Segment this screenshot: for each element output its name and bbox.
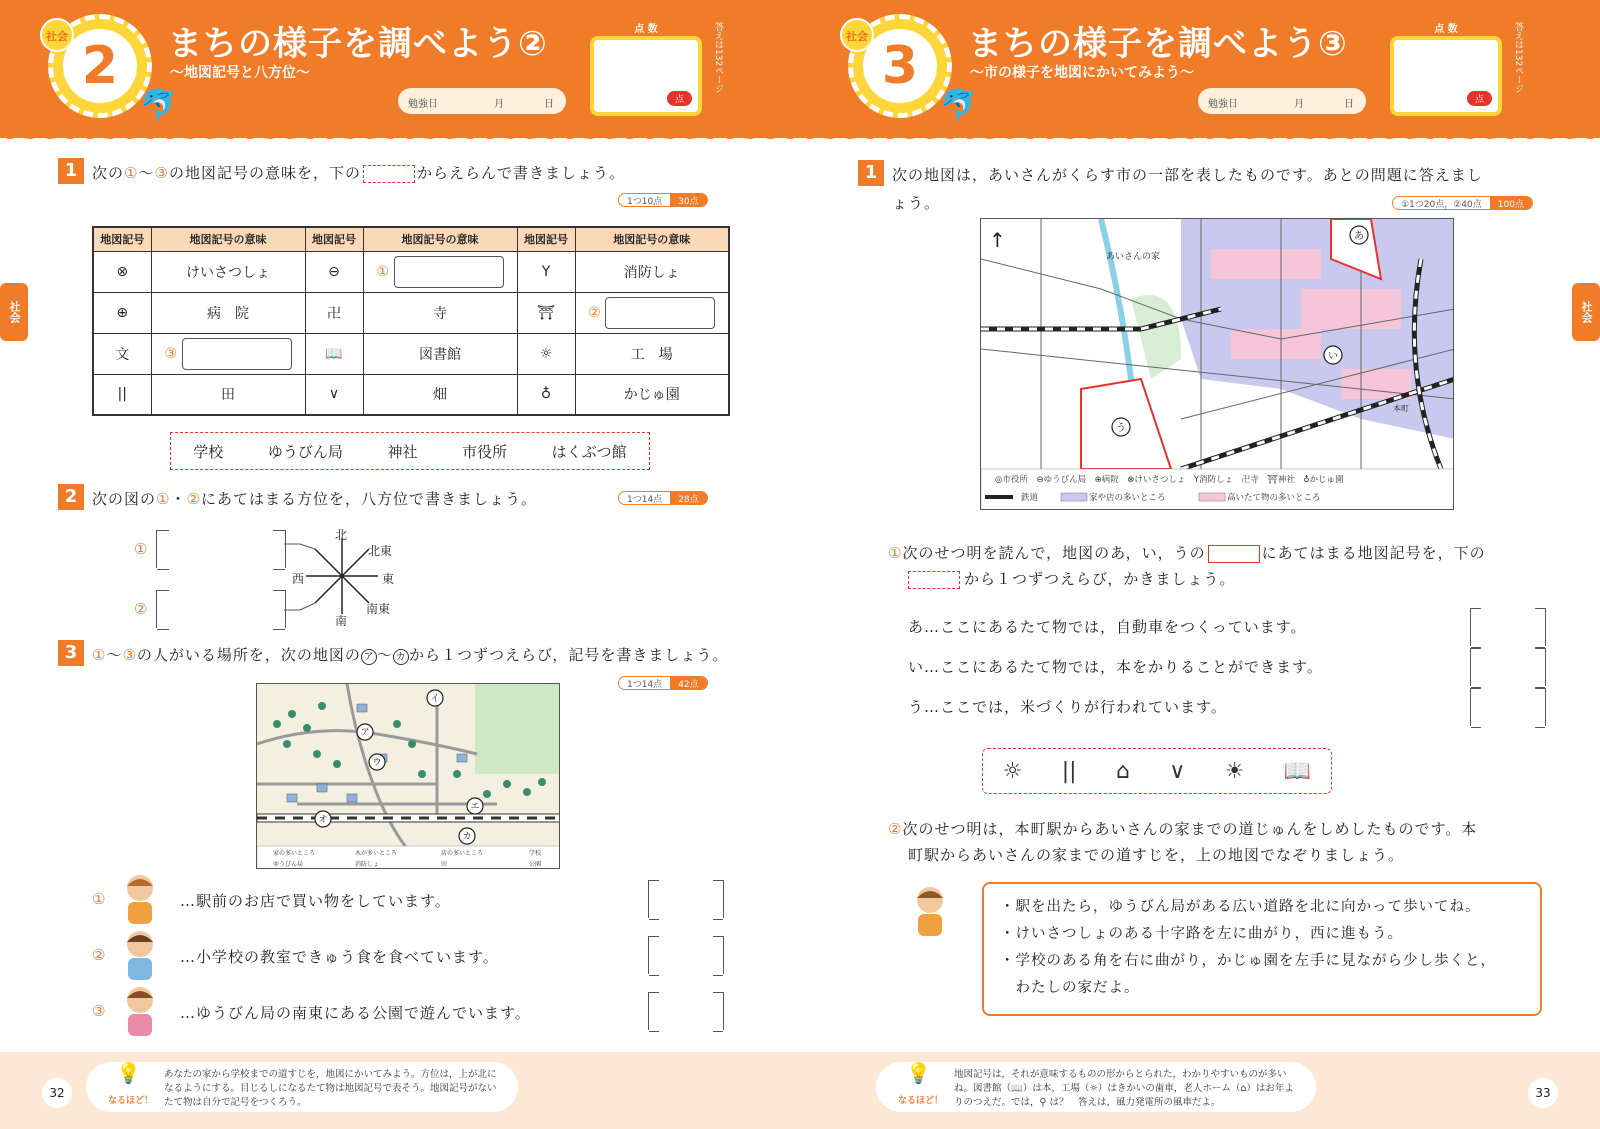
orchard-symbol-icon: ♁ (517, 374, 575, 415)
compass-south: 南 (335, 614, 348, 628)
map-symbol-table: 地図記号 地図記号の意味 地図記号 地図記号の意味 地図記号 地図記号の意味 ⊗ けいさつしょ ⊖ ① Y 消防しょ ⊕ 病 院 卍 寺 ⛩ ② 文 ③ 📖 図書館 ☼ 工 場 || 田 ∨ 畑 ♁ かじゅ園 (92, 226, 730, 416)
answer-box-person-2[interactable] (648, 936, 724, 974)
answer-box-direction-1[interactable] (156, 530, 286, 568)
field-symbol-icon: ∨ (305, 374, 363, 415)
child-avatar-icon (120, 872, 160, 924)
speech-bubble: ・駅を出たら，ゆうびん局がある広い道路を北に向かって歩いてね。 ・けいさつしょのある十字路を左に曲がり，西に進もう。 ・学校のある角を右に曲がり，かじゅ園を左手に見ながら少し歩くと， わたしの家だよ。 (982, 882, 1542, 1016)
study-date-field[interactable] (398, 88, 566, 114)
points-badge: ①1つ20点，②40点 100点 (1392, 196, 1533, 210)
word-choice-box: 学校 ゆうびん局 神社 市役所 はくぶつ館 (170, 432, 650, 470)
tip-text: 地図記号は，それが意味するものの形からとられた，わかりやすいものが多いね。図書館（📖）は本，工場（☼）はきかいの歯車，老人ホーム（⌂）はお年よりのつえだ。では，⚲ は？ 答えは，風力発電所の風車だよ。 (954, 1069, 1294, 1108)
map-legend-row-1: ◎市役所 ⊖ゆうびん局 ⊕病院 ⊗けいさつしょ Y消防しょ 卍寺 ⛩神社 ♁かじゅ園 (995, 475, 1344, 485)
description-a: あ…ここにあるたて物では，自動車をつくっています。 (908, 618, 1307, 636)
day-label: 日 (544, 99, 554, 110)
svg-text:学校: 学校 (529, 850, 542, 857)
subject-side-tab: 社会 (0, 283, 28, 341)
compass-northeast: 北東 (368, 544, 393, 558)
page-subtitle: ～地図記号と八方位～ (170, 65, 310, 81)
shrine-symbol-icon: ⛩ (517, 292, 575, 333)
fire-station-symbol-icon: Y (517, 251, 575, 292)
map-station-label: 本町 (1393, 404, 1409, 413)
map-legend-row-2-b: 家や店の多いところ (1089, 493, 1166, 503)
city-hall-symbol-icon: ⊖ (305, 251, 363, 292)
map-marker-ka: カ (462, 832, 472, 842)
answer-page-note: 答えは132ページ (1513, 22, 1523, 94)
power-plant-symbol-icon: ☼ (1002, 758, 1023, 784)
town-map (256, 683, 560, 869)
score-label: 点 数 (1434, 24, 1458, 35)
rice-field-symbol-icon: || (1061, 758, 1077, 784)
answer-box-person-1[interactable] (648, 880, 724, 918)
right-page (800, 0, 1600, 1129)
footer (800, 1052, 1600, 1129)
date-label: 勉強日 (408, 99, 438, 110)
month-label: 月 (494, 99, 504, 110)
lightbulb-icon: 💡 (906, 1061, 931, 1085)
library-symbol-icon: 📖 (305, 333, 363, 374)
map-marker-u: ウ (372, 758, 382, 768)
factory-symbol-icon: ☼ (517, 333, 575, 374)
points-badge: 1つ10点 30点 (618, 193, 708, 207)
header-wave (800, 130, 1600, 144)
map-home-label: あいさんの家 (1105, 252, 1161, 262)
child-avatar-icon (120, 984, 160, 1036)
points-badge: 1つ14点 42点 (618, 676, 708, 690)
child-avatar-icon (120, 928, 160, 980)
compass-southeast: 南東 (366, 602, 391, 616)
temple-symbol-icon: 卍 (305, 292, 363, 333)
answer-box-person-3[interactable] (648, 992, 724, 1030)
answer-box-u[interactable] (1470, 688, 1546, 726)
score-unit: 点 (667, 91, 692, 106)
answer-box-a[interactable] (1470, 608, 1546, 646)
page-title: まちの様子を調べよう② (168, 24, 548, 64)
question-number: 1 (58, 158, 84, 184)
score-box[interactable] (1390, 36, 1502, 116)
answer-blank-2[interactable] (605, 297, 715, 329)
table-row: ⊕ 病 院 卍 寺 ⛩ ② (93, 292, 729, 333)
tip-box (86, 1062, 518, 1112)
page-title: まちの様子を調べよう③ (968, 24, 1348, 64)
svg-text:家の多いところ: 家の多いところ (273, 850, 316, 857)
map-marker-i: い (1328, 351, 1338, 362)
map-legend-row-2-c: 高いたて物の多いところ (1227, 493, 1321, 503)
description-u: う…ここでは，米づくりが行われています。 (908, 698, 1227, 716)
month-label: 月 (1294, 99, 1304, 110)
compass-label-1: ① (134, 540, 148, 558)
subject-badge: 社会 (840, 18, 874, 52)
map-marker-e: エ (470, 802, 480, 812)
symbol-choice-box (982, 748, 1332, 794)
compass-north: 北 (335, 528, 348, 542)
subject-side-tab: 社会 (1572, 283, 1600, 341)
police-symbol-icon: ⊗ (93, 251, 151, 292)
left-page: 2 社会 🐬 まちの様子を調べよう② ～地図記号と八方位～ 勉強日 月 日 点 数 点 答えは132ページ 社会 1 次の①～③の地図記号の意味を，下の からえらんで書きましょう。 1つ10点 30点 地図記号 地図記号の意味 地図記号 地図記号の意味 地図記号 地図記号の意味 ⊗ けいさつしょ ⊖ ① Y 消防しょ ⊕ 病 院 卍 寺 ⛩ ② 文 ③ 📖 図書館 ☼ 工 場 || 田 ∨ 畑 ♁ かじゅ園 学校 ゆうびん局 神社 市役所 はくぶつ館 2 次の図の①・②にあてはまる方位を，八方位で書きましょう。 1つ14点 28点 ① ② 北 北東 西 東 南 南東 3 ①～③の人がいる場所を，次の地図の ア ～ カ から１つずつえらび，記号を書きましょう。 1つ14点 42点 イ ア ウ エ オ カ 家の多いところ 木が多いところ 店の多いところ 学校 ゆうびん局 消防しょ 田 公園 ① …駅前のお店で買い物をしています。 ② …小学校の教室できゅう食を食べています。 ③ …ゆうびん局の南東にある公園で遊んでいます。 32 💡 なるほど！ あなたの家から学校までの道すじを，地図にかいてみよう。方位は，上が北になるようにする。目じるしになるたて物は地図記号で表そう。地図記号がないたて物は自分で記号をつくろう。 (0, 0, 800, 1129)
svg-text:店の多いところ: 店の多いところ (441, 850, 484, 857)
city-map (980, 218, 1454, 510)
map-marker-a: ア (360, 728, 370, 738)
factory-symbol-icon: ☀ (1224, 758, 1245, 784)
day-label: 日 (1344, 99, 1354, 110)
score-box[interactable] (590, 36, 702, 116)
svg-text:↑: ↑ (989, 228, 1006, 252)
question-text: 次の地図は，あいさんがくらす市の一部を表したものです。あとの問題に答えまし (892, 166, 1483, 184)
library-symbol-icon: 📖 (1283, 758, 1312, 784)
question-text: 次の①～③の地図記号の意味を，下の からえらんで書きましょう。 (92, 164, 625, 182)
school-symbol-icon: 文 (93, 333, 151, 374)
compass-east: 東 (382, 572, 395, 586)
answer-blank-1[interactable] (394, 256, 504, 288)
answer-box-i[interactable] (1470, 648, 1546, 686)
dolphin-icon: 🐬 (140, 88, 178, 123)
compass-west: 西 (292, 572, 305, 586)
sub-question-1-cont: から１つずつえらび，かきましょう。 (908, 568, 1235, 589)
score-unit: 点 (1467, 91, 1492, 106)
svg-text:公園: 公園 (529, 861, 542, 868)
map-marker-a: あ (1354, 231, 1364, 242)
question-number: 3 (58, 640, 84, 666)
answer-box-direction-2[interactable] (156, 590, 286, 628)
map-marker-i: イ (430, 694, 440, 704)
svg-text:ゆうびん局: ゆうびん局 (273, 861, 304, 868)
page-number: 33 (1528, 1078, 1558, 1108)
page-number: 32 (42, 1078, 72, 1108)
compass-label-2: ② (134, 600, 148, 618)
question-number: 1 (858, 160, 884, 186)
map-marker-u: う (1116, 423, 1126, 434)
table-row: 文 ③ 📖 図書館 ☼ 工 場 (93, 333, 729, 374)
table-row: || 田 ∨ 畑 ♁ かじゅ園 (93, 374, 729, 415)
points-badge: 1つ14点 28点 (618, 491, 708, 505)
svg-text:田: 田 (441, 861, 448, 868)
header-wave (0, 130, 800, 144)
page-subtitle: ～市の様子を地図にかいてみよう～ (970, 65, 1194, 81)
lightbulb-icon: 💡 (116, 1061, 141, 1085)
dolphin-icon: 🐬 (940, 88, 978, 123)
question-text: ①～③の人がいる場所を，次の地図の ア ～ カ から１つずつえらび，記号を書きましょう。 (92, 646, 729, 664)
date-label: 勉強日 (1208, 99, 1238, 110)
hospital-symbol-icon: ⊕ (93, 292, 151, 333)
study-date-field[interactable] (1198, 88, 1366, 114)
lesson-number: 3 (863, 29, 937, 103)
question-number: 2 (58, 484, 84, 510)
tip-label: なるほど！ (898, 1096, 944, 1106)
question-text: 次の図の①・②にあてはまる方位を，八方位で書きましょう。 (92, 490, 537, 508)
answer-page-note: 答えは132ページ (713, 22, 723, 94)
rice-field-symbol-icon: || (93, 374, 151, 415)
answer-blank-3[interactable] (182, 338, 292, 370)
child-avatar-icon (910, 884, 950, 936)
table-row: ⊗ けいさつしょ ⊖ ① Y 消防しょ (93, 251, 729, 292)
svg-text:消防しょ: 消防しょ (355, 861, 380, 868)
sub-question-2: ②次のせつ明は，本町駅からあいさんの家までの道じゅんをしめしたものです。本 (888, 820, 1478, 838)
tip-text: あなたの家から学校までの道すじを，地図にかいてみよう。方位は，上が北になるようにする。目じるしになるたて物は地図記号で表そう。地図記号がないたて物は自分で記号をつくろう。 (164, 1069, 497, 1108)
map-legend-row-2-a: 鉄道 (1021, 493, 1039, 503)
description-i: い…ここにあるたて物では，本をかりることができます。 (908, 658, 1323, 676)
tip-box (876, 1062, 1316, 1112)
sub-question-2-cont: 町駅からあいさんの家までの道すじを，上の地図でなぞりましょう。 (908, 846, 1405, 864)
sub-question-1: ①次のせつ明を読んで，地図のあ，い，うの にあてはまる地図記号を，下の (888, 544, 1486, 562)
map-marker-o: オ (318, 815, 328, 825)
score-label: 点 数 (634, 24, 658, 35)
footer (0, 1052, 800, 1129)
svg-text:木が多いところ: 木が多いところ (355, 850, 398, 857)
field-symbol-icon: ∨ (1169, 758, 1186, 784)
question-text-cont: ょう。 (892, 194, 941, 212)
nursing-home-symbol-icon: ⌂ (1115, 758, 1130, 784)
tip-label: なるほど！ (108, 1096, 154, 1106)
lesson-number: 2 (63, 29, 137, 103)
subject-badge: 社会 (40, 18, 74, 52)
